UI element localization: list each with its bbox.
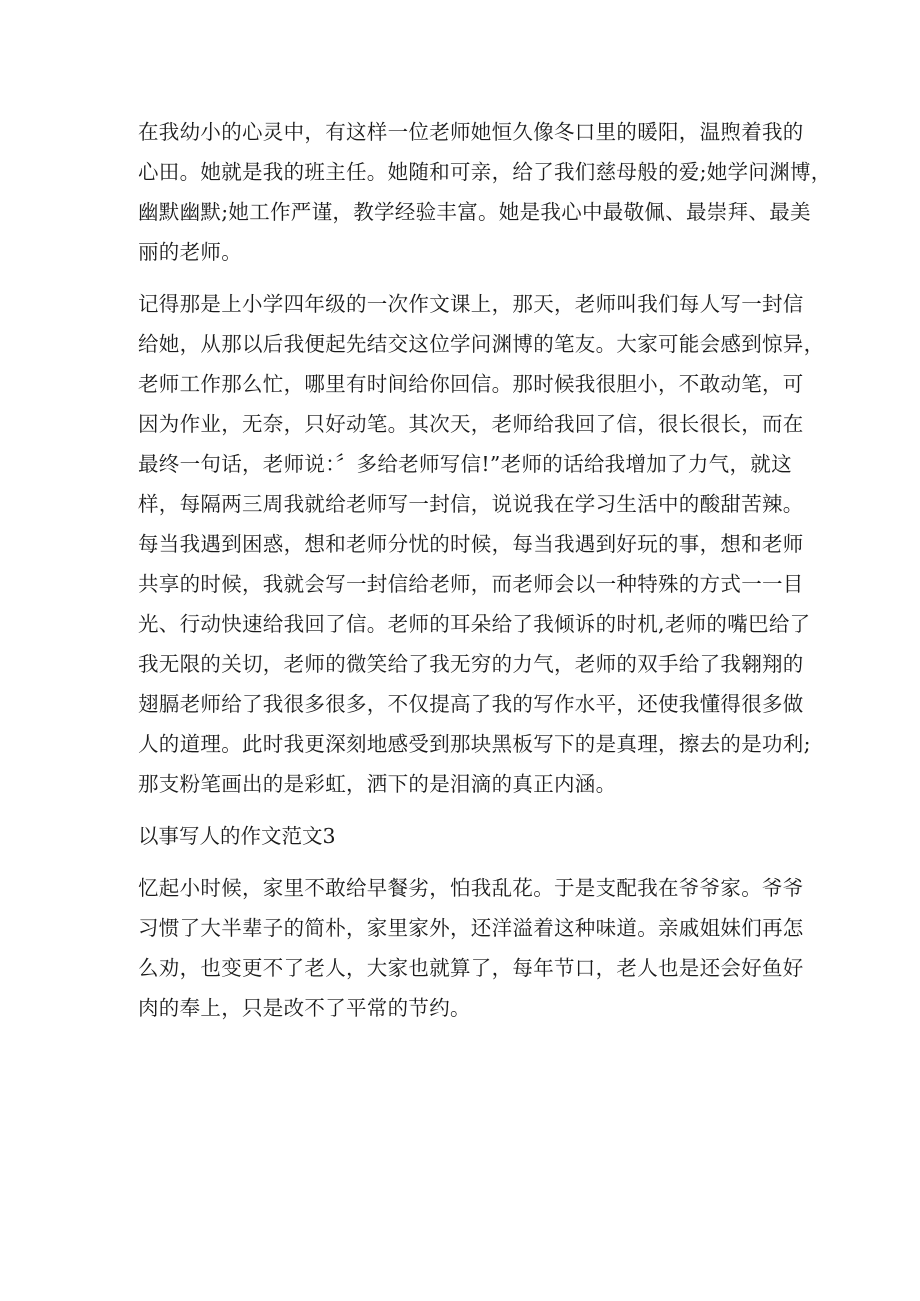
text-line: 光、行动快速给我回了信。老师的耳朵给了我倾诉的时机,老师的嘴巴给了 — [138, 612, 811, 636]
text-line: 老师工作那么忙，哪里有时间给你回信。那时候我很胆小，不敢动笔，可 — [138, 372, 804, 396]
paragraph-gap — [138, 856, 788, 868]
section-heading: 以事写人的作文范文3 — [138, 824, 336, 848]
text-line: 习惯了大半辈子的简朴，家里家外，还洋溢着这种味道。亲戚姐妹们再怎 — [138, 916, 804, 940]
text-line: 共享的时候，我就会写一封信给老师，而老师会以一种特殊的方式一一目 — [138, 572, 804, 596]
text-line: 么劝，也变更不了老人，大家也就算了，每年节口，老人也是还会好鱼好 — [138, 956, 804, 980]
text-line: 样，每隔两三周我就给老师写一封信，说说我在学习生活中的酸甜苦辣。 — [138, 492, 804, 516]
text-line: 记得那是上小学四年级的一次作文课上，那天，老师叫我们每人写一封信 — [138, 292, 804, 316]
paragraph-childhood-memory — [138, 868, 804, 1028]
text-line: 因为作业，无奈，只好动笔。其次天，老师给我回了信，很长很长，而在 — [138, 412, 804, 436]
text-line: 我无限的关切，老师的微笑给了我无穷的力气，老师的双手给了我翱翔的 — [138, 652, 804, 676]
paragraph-teacher-intro — [138, 112, 832, 272]
text-line: 人的道理。此时我更深刻地感受到那块黑板写下的是真理，擦去的是功利; — [138, 732, 811, 756]
document-content — [138, 112, 832, 1028]
text-line: 心田。她就是我的班主任。她随和可亲，给了我们慈母般的爱;她学问渊博， — [138, 160, 832, 184]
text-line: 最终一句话，老师说：〞多给老师写信!”老师的话给我增加了力气，就这 — [138, 452, 792, 476]
text-line: 幽默幽默;她工作严谨，教学经验丰富。她是我心中最敬佩、最崇拜、最美 — [138, 200, 811, 224]
text-line: 丽的老师。 — [138, 240, 242, 264]
text-line: 翅膈老师给了我很多很多，不仅提高了我的写作水平，还使我懂得很多做 — [138, 692, 804, 716]
paragraph-letters-story — [138, 284, 825, 804]
text-line: 肉的奉上，只是改不了平常的节约。 — [138, 996, 471, 1020]
text-line: 忆起小时候，家里不敢给早餐劣，怕我乱花。于是支配我在爷爷家。爷爷 — [138, 876, 804, 900]
text-line: 给她，从那以后我便起先结交这位学问渊博的笔友。大家可能会感到惊异， — [138, 332, 825, 356]
paragraph-gap — [138, 272, 788, 284]
text-line: 在我幼小的心灵中，有这样一位老师她恒久像冬口里的暖阳，温煦着我的 — [138, 120, 804, 144]
paragraph-gap — [138, 804, 788, 816]
text-line: 每当我遇到困惑，想和老师分忧的时候，每当我遇到好玩的事，想和老师 — [138, 532, 804, 556]
text-line: 那支粉笔画出的是彩虹，洒下的是泪滴的真正内涵。 — [138, 772, 617, 796]
